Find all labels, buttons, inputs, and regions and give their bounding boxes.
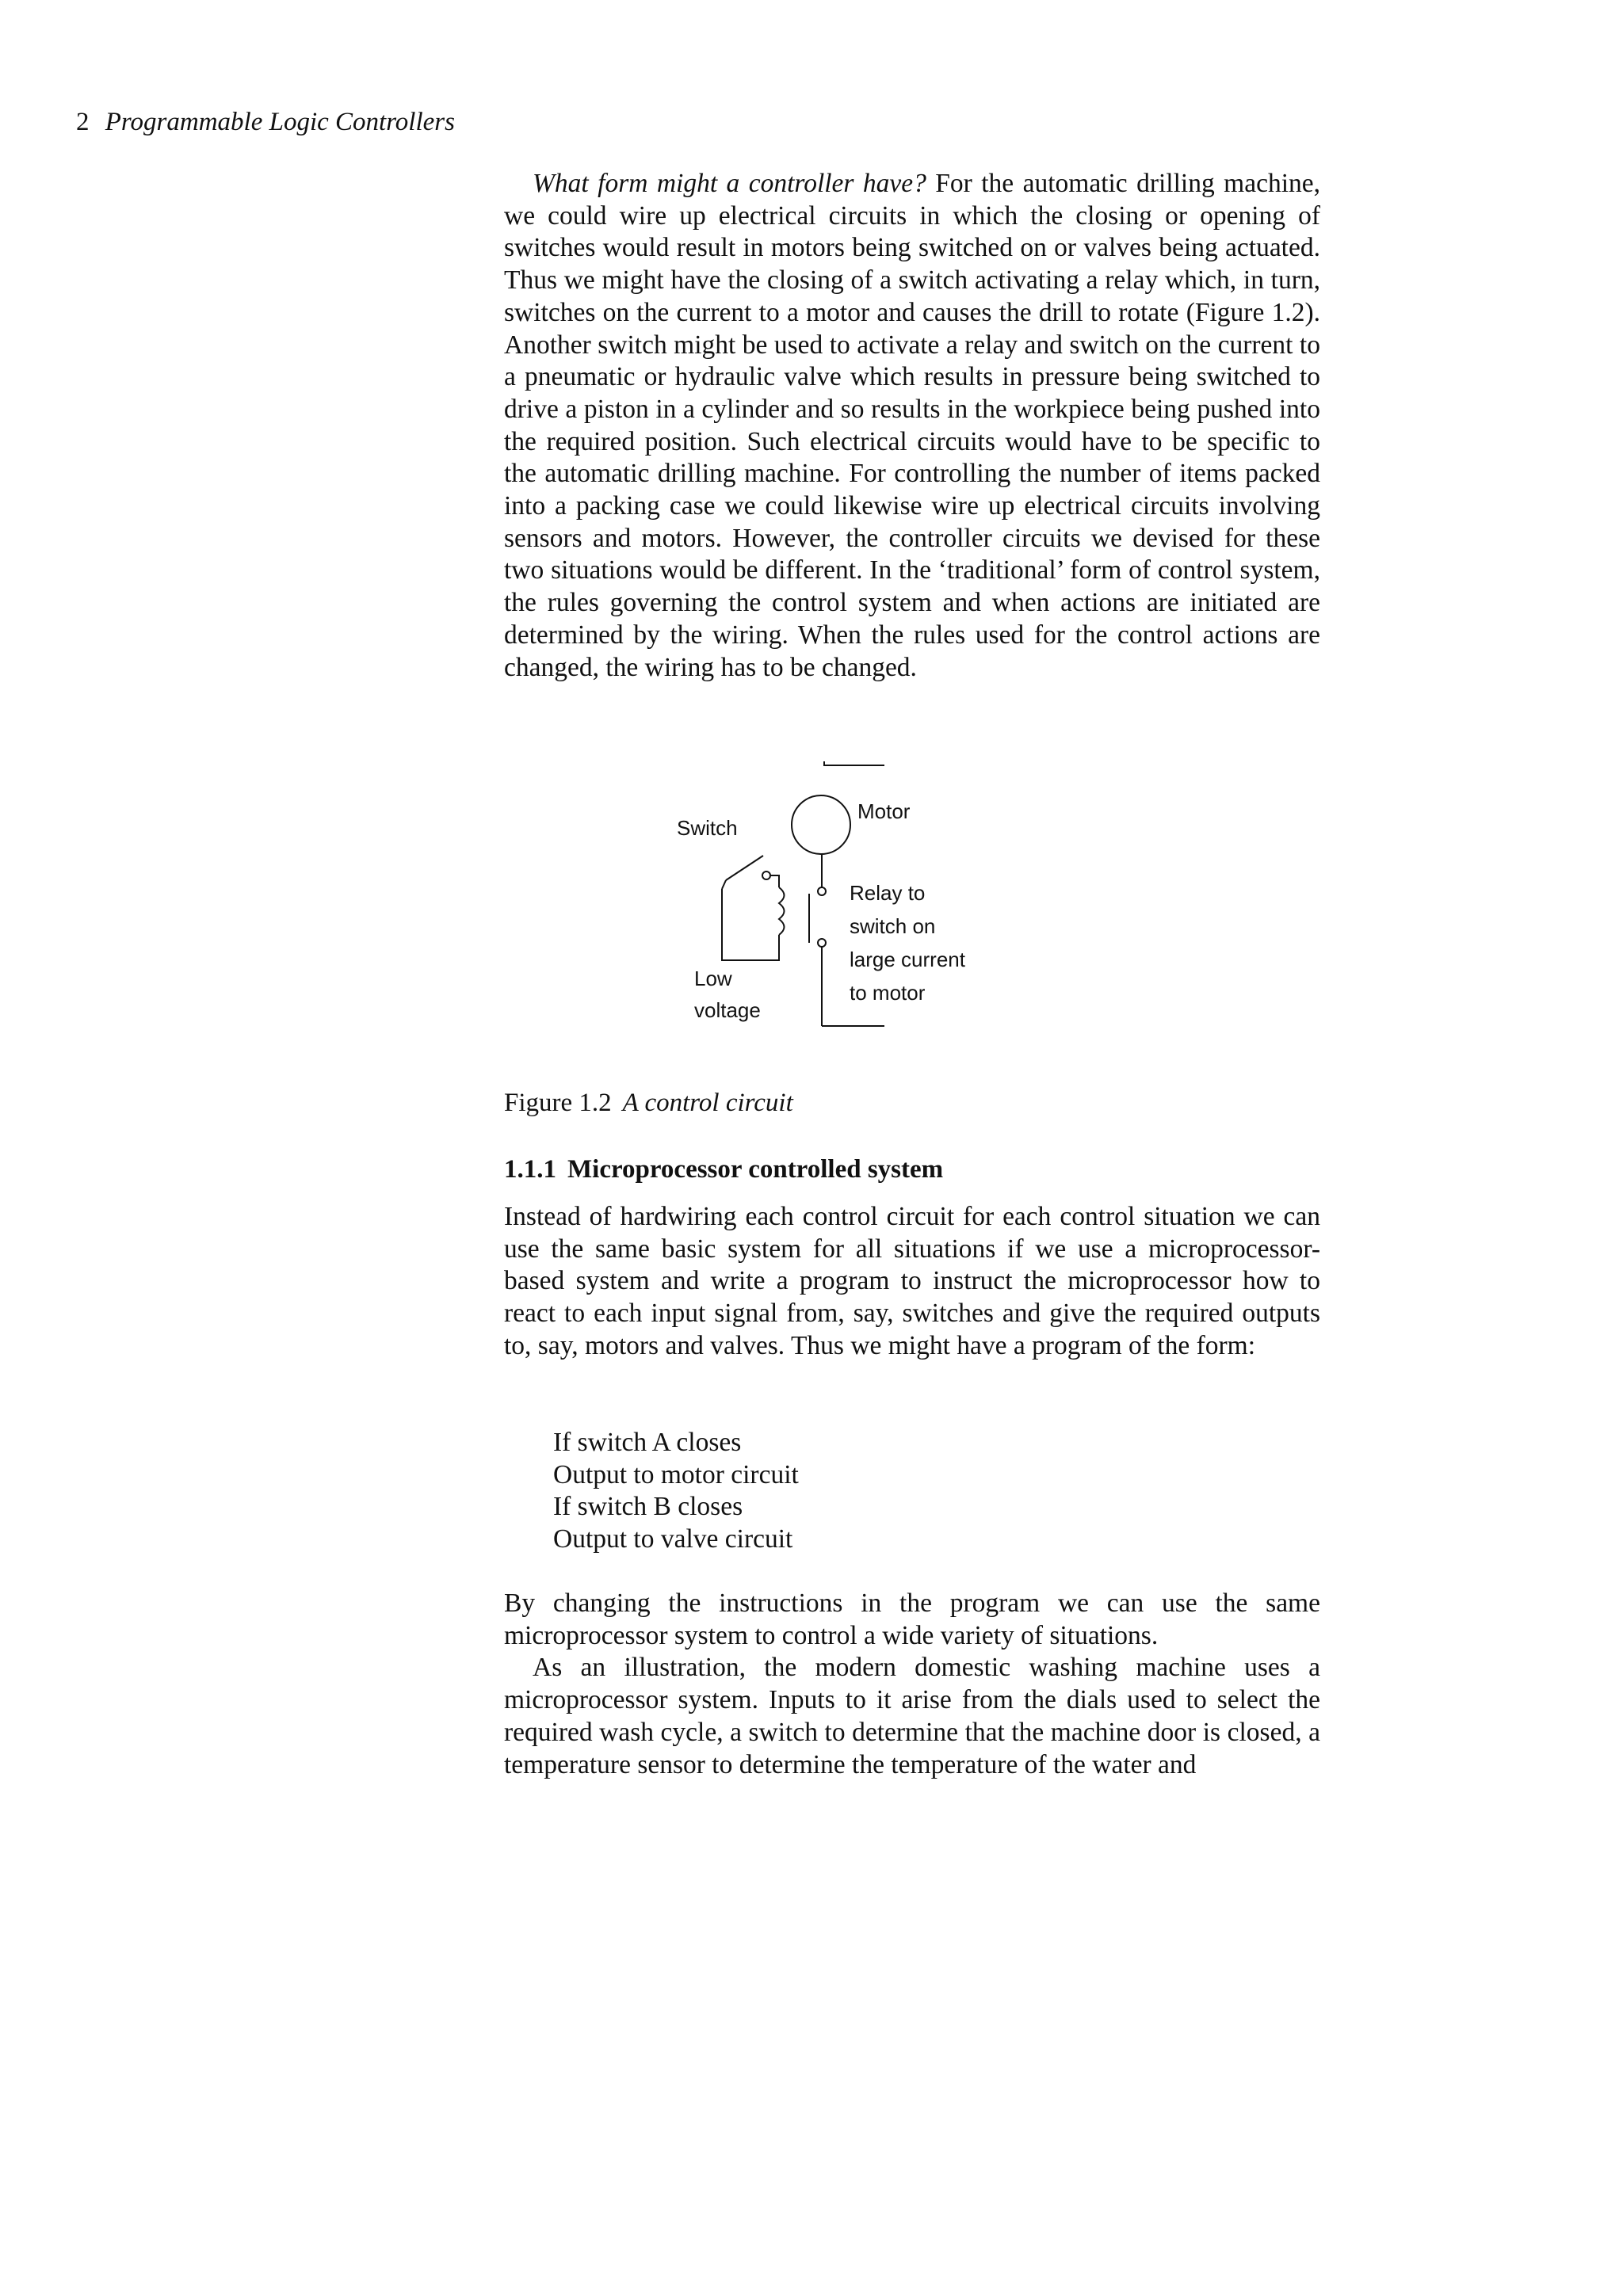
figure-caption	[504, 1087, 1320, 1119]
control-circuit-diagram	[650, 751, 999, 1036]
page-number: 2	[76, 108, 90, 136]
relay-label-line-3: large current	[850, 948, 965, 971]
section-title: Microprocessor controlled system	[567, 1155, 944, 1184]
relay-coil	[779, 887, 785, 935]
program-line: Output to valve circuit	[553, 1524, 793, 1554]
control-circuit-figure	[650, 751, 999, 1036]
section-heading	[504, 1154, 1320, 1185]
program-line: If switch B closes	[553, 1492, 743, 1522]
body-paragraph-2	[504, 1201, 1320, 1363]
switch-circuit-right-wire	[770, 875, 779, 887]
program-listing	[553, 1427, 1187, 1556]
page-header	[76, 106, 455, 138]
motor-symbol	[792, 795, 850, 854]
low-voltage-label-line-2: voltage	[694, 998, 761, 1022]
motor-label: Motor	[857, 799, 911, 823]
switch-pivot-wire	[722, 880, 726, 889]
switch-lever	[726, 856, 763, 880]
paragraph-2-text: Instead of hardwiring each control circuit for each control situation we can use the same basic system for all situations if we use a microprocessor-based system and write a program to instruct the microprocessor how to react to each input signal from, say, switches and give the required outputs to, say, motors and valves. Thus we might have a program of the form:	[504, 1202, 1320, 1360]
low-voltage-label-line-1: Low	[694, 967, 732, 990]
figure-caption-number: Figure 1.2	[504, 1089, 612, 1117]
paragraph-1-text: For the automatic drilling machine, we could wire up electrical circuits in which the closing or opening of switches would result in motors being switched on or valves being actuated. Thus we might have the closing of a switch activating a relay which, in turn, switches on the current to a motor and causes the drill to rotate (Figure 1.2). Another switch might be used to activate a relay and switch on the current to a pneumatic or hydraulic valve which results in pressure being switched to drive a piston in a cylinder and so results in the workpiece being pushed into the required position. Such electrical circuits would have to be specific to the automatic drilling machine. For controlling the number of items packed into a packing case we could likewise wire up electrical circuits involving sensors and motors. However, the controller circuits we devised for these two situations would be different. In the ‘traditional’ form of control system, the rules governing the control system and when actions are initiated are determined by the wiring. When the rules used for the control actions are changed, the wiring has to be changed.	[504, 169, 1320, 682]
relay-label-line-2: switch on	[850, 914, 936, 938]
switch-label: Switch	[677, 816, 738, 840]
program-line: Output to motor circuit	[553, 1459, 799, 1489]
body-paragraph-3	[504, 1588, 1320, 1781]
motor-top-wire	[824, 761, 884, 765]
program-line: If switch A closes	[553, 1428, 742, 1457]
relay-label-line-1: Relay to	[850, 881, 926, 905]
relay-label-line-4: to motor	[850, 981, 926, 1005]
switch-circuit-left-wire	[722, 889, 779, 960]
paragraph-3-text: By changing the instructions in the program we can use the same microprocessor system to control a wide variety of situations.	[504, 1589, 1320, 1650]
section-number: 1.1.1	[504, 1155, 556, 1184]
figure-caption-title: A control circuit	[622, 1089, 793, 1117]
relay-contact-bottom	[818, 939, 826, 947]
switch-contact	[762, 871, 770, 879]
running-title: Programmable Logic Controllers	[105, 108, 455, 136]
paragraph-lead-question: What form might a controller have?	[533, 169, 926, 198]
paragraph-4-text: As an illustration, the modern domestic washing machine uses a microprocessor system. Inputs to it arise from the dials used to select the required wash cycle, a switch to determine that the machine door is closed, a temperature sensor to determine the temperature of the water and	[504, 1653, 1320, 1779]
relay-contact-top	[818, 887, 826, 895]
body-paragraph-1	[504, 168, 1320, 684]
